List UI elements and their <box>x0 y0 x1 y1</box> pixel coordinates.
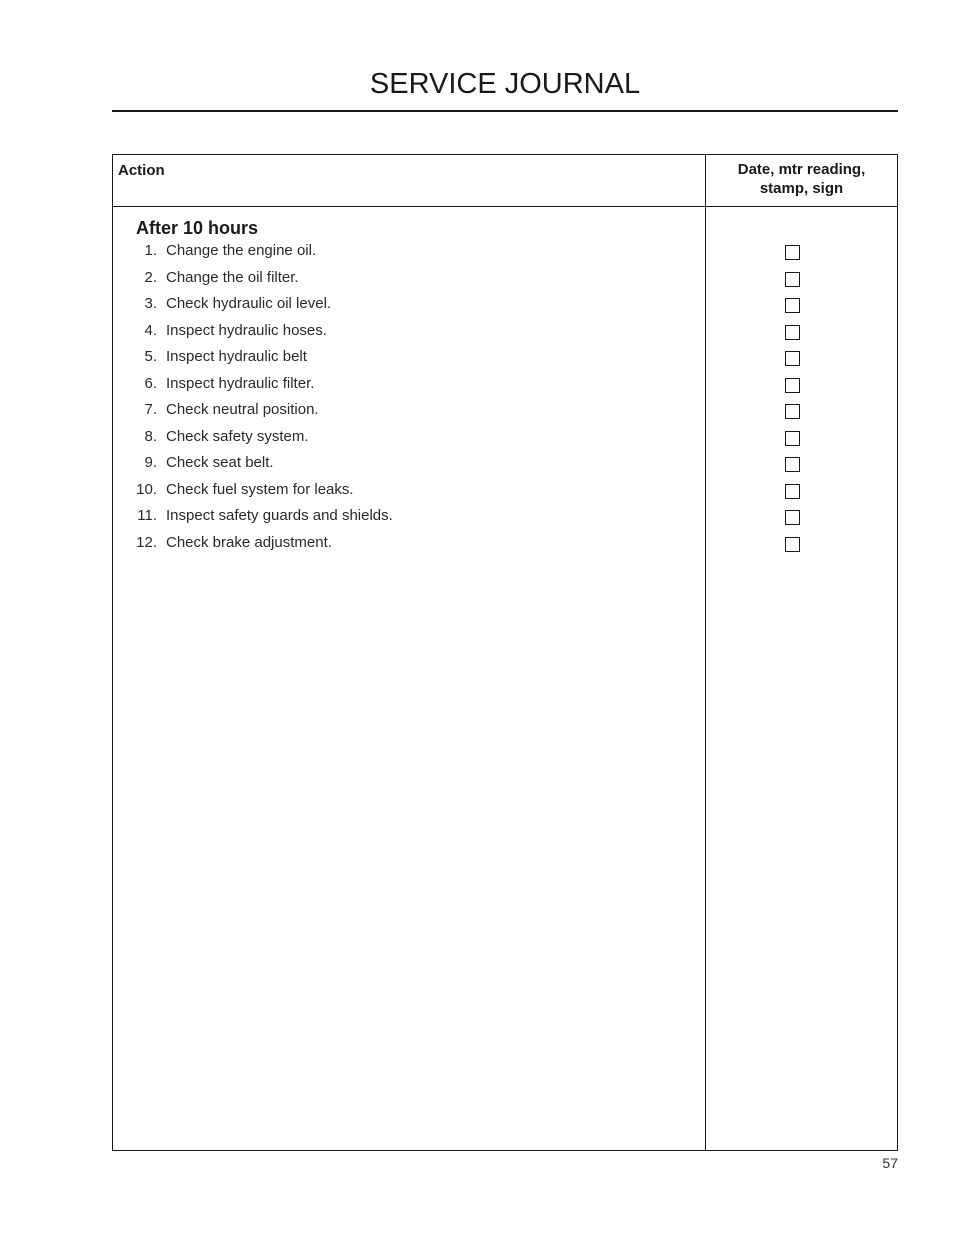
task-checkbox[interactable] <box>785 431 800 446</box>
task-number: 4. <box>144 321 157 339</box>
page-number: 57 <box>882 1155 898 1171</box>
task-checkbox[interactable] <box>785 510 800 525</box>
task-checkbox[interactable] <box>785 325 800 340</box>
task-checkbox[interactable] <box>785 484 800 499</box>
task-item <box>113 321 705 348</box>
task-item <box>113 506 705 533</box>
task-number: 10. <box>136 480 157 498</box>
task-checkbox[interactable] <box>785 378 800 393</box>
task-checkbox[interactable] <box>785 245 800 260</box>
task-text: Check fuel system for leaks. <box>166 480 354 498</box>
task-item <box>113 294 705 321</box>
task-item <box>113 347 705 374</box>
task-number: 8. <box>144 427 157 445</box>
date-header-line-1: Date, mtr reading, <box>737 161 866 178</box>
date-column-header <box>706 160 897 198</box>
task-number: 3. <box>144 295 157 312</box>
task-checkbox[interactable] <box>785 537 800 552</box>
task-text: Check safety system. <box>166 427 309 445</box>
header-divider <box>113 206 897 207</box>
task-checkbox[interactable] <box>785 351 800 366</box>
task-number: 6. <box>144 374 157 392</box>
task-text: Inspect hydraulic belt <box>166 348 307 365</box>
task-checkbox[interactable] <box>785 298 800 313</box>
task-checkbox[interactable] <box>785 404 800 419</box>
task-item <box>113 533 705 560</box>
task-item <box>113 268 705 295</box>
task-checkbox[interactable] <box>785 272 800 287</box>
page-title: SERVICE JOURNAL <box>369 68 641 100</box>
title-divider <box>112 110 898 112</box>
section-heading: After 10 hours <box>136 218 259 238</box>
task-text: Check neutral position. <box>166 401 319 418</box>
task-text: Inspect hydraulic filter. <box>166 374 315 392</box>
task-item <box>113 453 705 480</box>
task-number: 5. <box>144 348 157 365</box>
task-number: 1. <box>144 242 157 259</box>
task-text: Check brake adjustment. <box>166 533 332 551</box>
task-number: 11. <box>137 507 157 524</box>
task-item <box>113 241 705 268</box>
task-list <box>113 241 705 559</box>
action-column-header: Action <box>118 162 165 179</box>
task-number: 12. <box>136 533 157 551</box>
task-item <box>113 400 705 427</box>
task-text: Inspect safety guards and shields. <box>166 507 393 524</box>
task-number: 9. <box>144 454 157 471</box>
task-item <box>113 427 705 454</box>
task-text: Check seat belt. <box>166 454 274 471</box>
task-text: Change the engine oil. <box>166 242 317 259</box>
checkbox-column <box>785 245 800 563</box>
service-journal-table <box>112 154 898 1151</box>
task-item <box>113 374 705 401</box>
task-text: Inspect hydraulic hoses. <box>166 321 327 339</box>
column-divider <box>705 155 706 1150</box>
task-number: 2. <box>144 268 157 286</box>
task-text: Check hydraulic oil level. <box>166 295 332 312</box>
task-checkbox[interactable] <box>785 457 800 472</box>
date-header-line-2: stamp, sign <box>759 180 844 197</box>
task-text: Change the oil filter. <box>166 268 299 286</box>
task-number: 7. <box>144 401 157 418</box>
task-item <box>113 480 705 507</box>
